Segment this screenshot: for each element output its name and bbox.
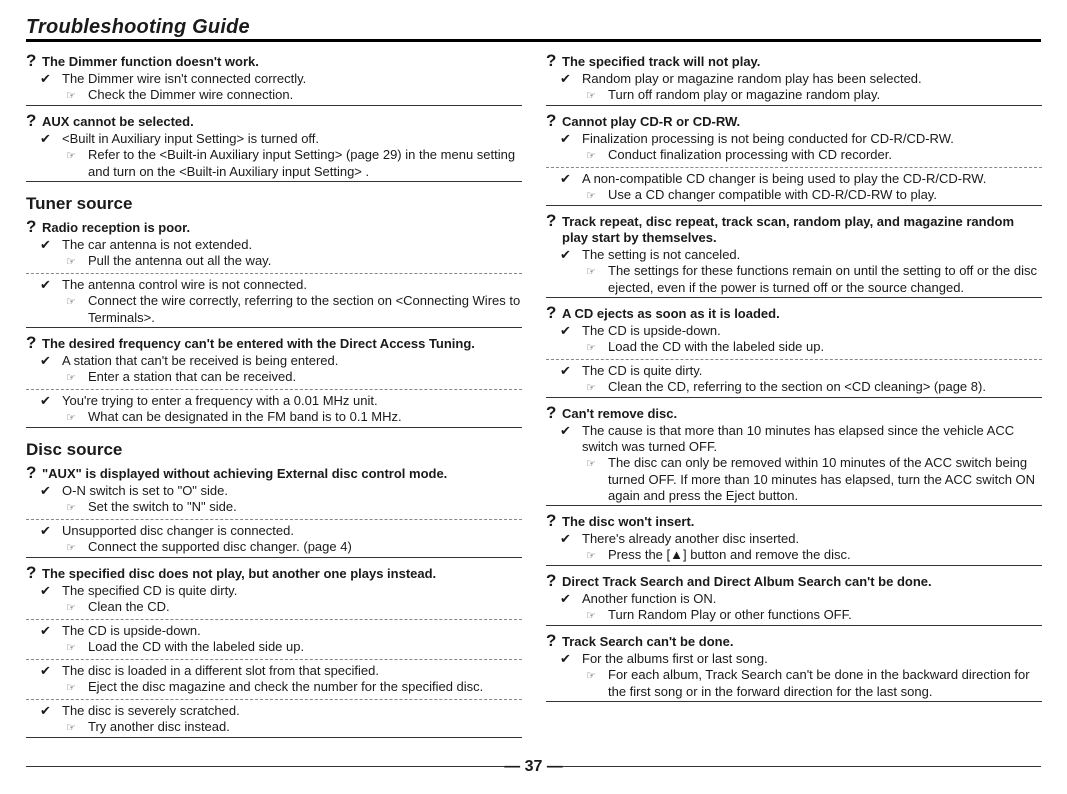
check-icon: ✔ <box>560 131 571 146</box>
remedy-line <box>546 547 1042 564</box>
remedy-text: Conduct finalization processing with CD recorder. <box>608 147 892 162</box>
remedy-line <box>546 379 1042 396</box>
question-mark-icon: ? <box>546 211 557 230</box>
cause-text: The antenna control wire is not connected. <box>62 277 307 292</box>
pointing-hand-icon: ☞ <box>586 150 596 162</box>
left-column <box>26 51 522 746</box>
cause-block <box>26 237 522 270</box>
check-icon: ✔ <box>40 703 51 718</box>
pointing-hand-icon: ☞ <box>586 670 596 682</box>
problem-question <box>546 403 1042 422</box>
cause-block <box>546 131 1042 164</box>
check-icon: ✔ <box>40 483 51 498</box>
cause-block <box>546 359 1042 396</box>
cause-text: Another function is ON. <box>582 591 717 606</box>
check-icon: ✔ <box>560 171 571 186</box>
cause-text: Unsupported disc changer is connected. <box>62 523 294 538</box>
remedy-line <box>26 499 522 516</box>
cause-block <box>26 583 522 616</box>
remedy-text: The disc can only be removed within 10 minutes of the ACC switch being turned OFF. If more than 10 minutes has elapsed, turn the ACC switch ON again and press the Eject button. <box>608 455 1036 503</box>
problem-item <box>546 571 1042 626</box>
cause-block <box>26 619 522 656</box>
problem-question <box>546 303 1042 322</box>
pointing-hand-icon: ☞ <box>586 90 596 102</box>
remedy-text: Load the CD with the labeled side up. <box>608 339 825 354</box>
problem-question <box>546 511 1042 530</box>
pointing-hand-icon: ☞ <box>66 372 76 384</box>
problem-item <box>26 217 522 328</box>
check-icon: ✔ <box>560 323 571 338</box>
cause-block <box>26 131 522 180</box>
remedy-line <box>26 679 522 696</box>
question-text: Track Search can't be done. <box>562 634 734 649</box>
remedy-text: Try another disc instead. <box>88 719 230 734</box>
pointing-hand-icon: ☞ <box>66 150 76 162</box>
cause-block <box>546 247 1042 296</box>
check-icon: ✔ <box>40 71 51 86</box>
remedy-line <box>546 607 1042 624</box>
remedy-line <box>26 369 522 386</box>
cause-line <box>26 393 522 409</box>
problem-question <box>546 571 1042 590</box>
remedy-line <box>26 639 522 656</box>
cause-line <box>546 323 1042 339</box>
remedy-text: What can be designated in the FM band is to 0.1 MHz. <box>88 409 402 424</box>
remedy-line <box>546 147 1042 164</box>
question-mark-icon: ? <box>546 571 557 590</box>
pointing-hand-icon: ☞ <box>66 602 76 614</box>
check-icon: ✔ <box>560 423 571 438</box>
remedy-line <box>546 187 1042 204</box>
remedy-line <box>546 87 1042 104</box>
question-text: The Dimmer function doesn't work. <box>42 54 259 69</box>
problem-item <box>26 111 522 182</box>
cause-text: The CD is upside-down. <box>582 323 721 338</box>
remedy-line <box>26 599 522 616</box>
cause-block <box>26 71 522 104</box>
section-title: Tuner source <box>26 194 133 213</box>
question-text: A CD ejects as soon as it is loaded. <box>562 306 780 321</box>
remedy-text: Eject the disc magazine and check the number for the specified disc. <box>88 679 484 694</box>
pointing-hand-icon: ☞ <box>66 682 76 694</box>
cause-text: For the albums first or last song. <box>582 651 768 666</box>
question-text: Radio reception is poor. <box>42 220 191 235</box>
cause-text: The car antenna is not extended. <box>62 237 253 252</box>
remedy-text: For each album, Track Search can't be done in the backward direction for the first song or in the forward direction for the last song. <box>608 667 1030 699</box>
cause-text: The setting is not canceled. <box>582 247 741 262</box>
question-text: The disc won't insert. <box>562 514 695 529</box>
cause-line <box>26 523 522 539</box>
cause-line <box>26 71 522 87</box>
page-title: Troubleshooting Guide <box>26 16 250 38</box>
remedy-text: Turn off random play or magazine random play. <box>608 87 881 102</box>
cause-text: Random play or magazine random play has been selected. <box>582 71 922 86</box>
question-mark-icon: ? <box>546 303 557 322</box>
cause-block <box>26 519 522 556</box>
cause-block <box>26 389 522 426</box>
remedy-text: Clean the CD, referring to the section on <CD cleaning> (page 8). <box>608 379 986 394</box>
check-icon: ✔ <box>40 393 51 408</box>
problem-question <box>26 51 522 70</box>
question-mark-icon: ? <box>26 463 37 482</box>
problem-question <box>546 111 1042 130</box>
problem-question <box>546 211 1042 246</box>
cause-block <box>26 273 522 326</box>
problem-item <box>26 51 522 106</box>
cause-block <box>546 71 1042 104</box>
cause-text: The CD is quite dirty. <box>582 363 703 378</box>
problem-question <box>546 631 1042 650</box>
question-text: Track repeat, disc repeat, track scan, random play, and magazine random play start by themselves. <box>562 214 1015 245</box>
pointing-hand-icon: ☞ <box>586 266 596 278</box>
question-text: The specified disc does not play, but another one plays instead. <box>42 566 437 581</box>
right-column <box>546 51 1042 710</box>
check-icon: ✔ <box>40 237 51 252</box>
cause-text: The cause is that more than 10 minutes has elapsed since the vehicle ACC switch was turned OFF. <box>582 423 1015 454</box>
question-mark-icon: ? <box>546 631 557 650</box>
question-text: The desired frequency can't be entered with the Direct Access Tuning. <box>42 336 475 351</box>
check-icon: ✔ <box>40 277 51 292</box>
problem-question <box>26 217 522 236</box>
cause-text: A non-compatible CD changer is being used to play the CD-R/CD-RW. <box>582 171 987 186</box>
remedy-text: Load the CD with the labeled side up. <box>88 639 305 654</box>
check-icon: ✔ <box>40 583 51 598</box>
cause-line <box>26 663 522 679</box>
cause-block <box>26 699 522 736</box>
question-mark-icon: ? <box>26 217 37 236</box>
problem-item <box>546 403 1042 506</box>
cause-line <box>26 237 522 253</box>
pointing-hand-icon: ☞ <box>586 342 596 354</box>
remedy-line <box>546 455 1042 504</box>
remedy-text: Press the [▲] button and remove the disc. <box>608 547 851 562</box>
problem-item <box>546 111 1042 206</box>
problem-item <box>546 631 1042 702</box>
problem-item <box>26 563 522 738</box>
cause-line <box>546 131 1042 147</box>
cause-text: <Built in Auxiliary input Setting> is turned off. <box>62 131 320 146</box>
problem-item <box>26 463 522 558</box>
cause-text: O-N switch is set to "O" side. <box>62 483 228 498</box>
cause-line <box>546 171 1042 187</box>
remedy-text: Turn Random Play or other functions OFF. <box>608 607 852 622</box>
section-title: Disc source <box>26 440 123 459</box>
cause-line <box>26 483 522 499</box>
pointing-hand-icon: ☞ <box>66 642 76 654</box>
remedy-text: Clean the CD. <box>88 599 170 614</box>
cause-text: The CD is upside-down. <box>62 623 201 638</box>
check-icon: ✔ <box>40 131 51 146</box>
problem-question <box>26 463 522 482</box>
check-icon: ✔ <box>560 247 571 262</box>
cause-block <box>546 423 1042 504</box>
question-mark-icon: ? <box>26 51 37 70</box>
question-mark-icon: ? <box>26 333 37 352</box>
cause-line <box>26 623 522 639</box>
question-text: "AUX" is displayed without achieving External disc control mode. <box>42 466 448 481</box>
problem-question <box>546 51 1042 70</box>
question-mark-icon: ? <box>26 111 37 130</box>
cause-line <box>546 247 1042 263</box>
cause-line <box>26 131 522 147</box>
cause-line <box>546 71 1042 87</box>
check-icon: ✔ <box>560 71 571 86</box>
question-text: AUX cannot be selected. <box>42 114 194 129</box>
pointing-hand-icon: ☞ <box>586 550 596 562</box>
remedy-line <box>26 719 522 736</box>
problem-item <box>546 211 1042 298</box>
remedy-text: Use a CD changer compatible with CD-R/CD-RW to play. <box>608 187 937 202</box>
cause-block <box>26 483 522 516</box>
remedy-line <box>26 87 522 104</box>
cause-block <box>546 651 1042 700</box>
check-icon: ✔ <box>560 531 571 546</box>
pointing-hand-icon: ☞ <box>586 382 596 394</box>
cause-text: The disc is loaded in a different slot from that specified. <box>62 663 379 678</box>
check-icon: ✔ <box>40 663 51 678</box>
remedy-line <box>26 253 522 270</box>
pointing-hand-icon: ☞ <box>66 90 76 102</box>
pointing-hand-icon: ☞ <box>586 610 596 622</box>
cause-line <box>26 583 522 599</box>
problem-item <box>546 303 1042 398</box>
cause-text: A station that can't be received is being entered. <box>62 353 339 368</box>
cause-block <box>546 591 1042 624</box>
remedy-text: Set the switch to "N" side. <box>88 499 237 514</box>
remedy-text: Check the Dimmer wire connection. <box>88 87 294 102</box>
question-mark-icon: ? <box>546 51 557 70</box>
remedy-line <box>26 293 522 326</box>
cause-line <box>546 651 1042 667</box>
cause-line <box>26 703 522 719</box>
question-text: Can't remove disc. <box>562 406 678 421</box>
problem-item <box>26 333 522 428</box>
cause-line <box>26 277 522 293</box>
check-icon: ✔ <box>40 353 51 368</box>
cause-text: There's already another disc inserted. <box>582 531 800 546</box>
pointing-hand-icon: ☞ <box>66 502 76 514</box>
cause-line <box>546 531 1042 547</box>
check-icon: ✔ <box>40 523 51 538</box>
page-number: — 37 — <box>504 758 563 775</box>
remedy-text: Connect the wire correctly, referring to the section on <Connecting Wires to Terminals>. <box>88 293 521 325</box>
cause-text: The Dimmer wire isn't connected correctly. <box>62 71 307 86</box>
pointing-hand-icon: ☞ <box>586 190 596 202</box>
pointing-hand-icon: ☞ <box>66 296 76 308</box>
question-mark-icon: ? <box>546 511 557 530</box>
problem-question <box>26 563 522 582</box>
cause-line <box>546 363 1042 379</box>
cause-line <box>546 591 1042 607</box>
question-text: The specified track will not play. <box>562 54 761 69</box>
question-mark-icon: ? <box>546 403 557 422</box>
remedy-line <box>546 339 1042 356</box>
remedy-text: Enter a station that can be received. <box>88 369 297 384</box>
problem-item <box>546 51 1042 106</box>
remedy-line <box>546 263 1042 296</box>
cause-block <box>26 659 522 696</box>
check-icon: ✔ <box>560 651 571 666</box>
check-icon: ✔ <box>560 591 571 606</box>
remedy-text: Pull the antenna out all the way. <box>88 253 272 268</box>
cause-text: You're trying to enter a frequency with a 0.01 MHz unit. <box>62 393 378 408</box>
cause-line <box>546 423 1042 455</box>
remedy-text: Refer to the <Built-in Auxiliary input Setting> (page 29) in the menu setting and turn on the <Built-in Auxiliary input Setting> . <box>88 147 516 179</box>
problem-question <box>26 111 522 130</box>
cause-text: The disc is severely scratched. <box>62 703 240 718</box>
problem-item <box>546 511 1042 566</box>
cause-block <box>546 323 1042 356</box>
title-rule <box>26 39 1041 42</box>
remedy-line <box>26 147 522 180</box>
remedy-text: The settings for these functions remain on until the setting to off or the disc ejected, even if the power is turned off or the source changed. <box>608 263 1037 295</box>
pointing-hand-icon: ☞ <box>66 722 76 734</box>
pointing-hand-icon: ☞ <box>66 412 76 424</box>
pointing-hand-icon: ☞ <box>586 458 596 470</box>
cause-text: The specified CD is quite dirty. <box>62 583 238 598</box>
cause-line <box>26 353 522 369</box>
question-mark-icon: ? <box>26 563 37 582</box>
question-text: Cannot play CD-R or CD-RW. <box>562 114 741 129</box>
cause-block <box>26 353 522 386</box>
question-mark-icon: ? <box>546 111 557 130</box>
cause-text: Finalization processing is not being conducted for CD-R/CD-RW. <box>582 131 954 146</box>
question-text: Direct Track Search and Direct Album Search can't be done. <box>562 574 932 589</box>
check-icon: ✔ <box>40 623 51 638</box>
cause-block <box>546 167 1042 204</box>
remedy-line <box>546 667 1042 700</box>
remedy-text: Connect the supported disc changer. (page 4) <box>88 539 352 554</box>
remedy-line <box>26 539 522 556</box>
remedy-line <box>26 409 522 426</box>
pointing-hand-icon: ☞ <box>66 542 76 554</box>
problem-question <box>26 333 522 352</box>
check-icon: ✔ <box>560 363 571 378</box>
pointing-hand-icon: ☞ <box>66 256 76 268</box>
cause-block <box>546 531 1042 564</box>
